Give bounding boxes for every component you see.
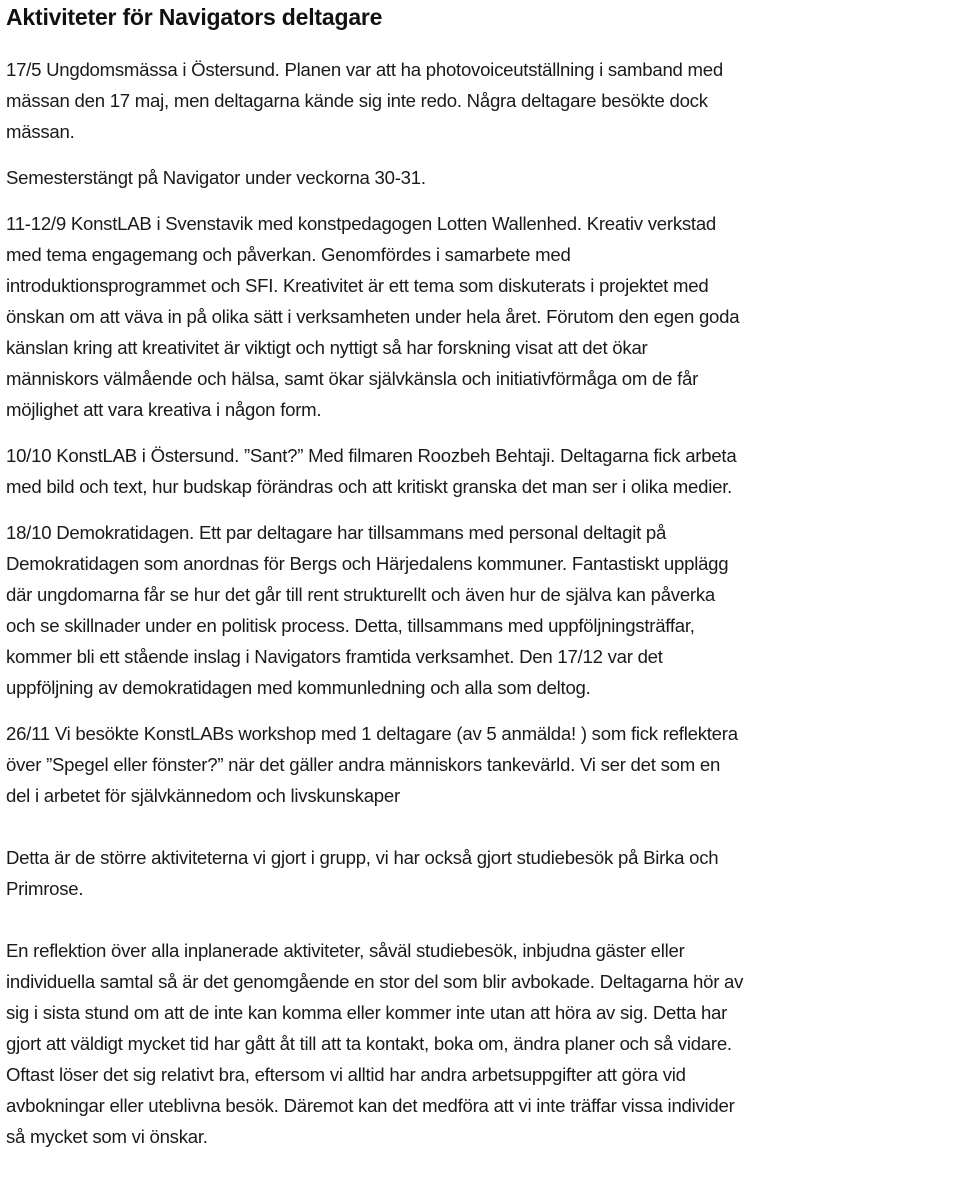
text-line: introduktionsprogrammet och SFI. Kreativitet är ett tema som diskuterats i projektet med (6, 275, 709, 296)
text-line: mässan. (6, 121, 75, 142)
text-line: sig i sista stund om att de inte kan komma eller kommer inte utan att höra av sig. Detta har (6, 1002, 728, 1023)
paragraph-summary (6, 842, 954, 904)
text-line: del i arbetet för självkännedom och livskunskaper (6, 785, 400, 806)
text-line: gjort att väldigt mycket tid har gått åt till att ta kontakt, boka om, ändra planer och så vidare. (6, 1033, 732, 1054)
text-line: En reflektion över alla inplanerade aktiviteter, såväl studiebesök, inbjudna gäster eller (6, 940, 685, 961)
text-line: uppföljning av demokratidagen med kommunledning och alla som deltog. (6, 677, 591, 698)
text-line: över ”Spegel eller fönster?” när det gäller andra människors tankevärld. Vi ser det som en (6, 754, 721, 775)
text-line: 26/11 Vi besökte KonstLABs workshop med 1 deltagare (av 5 anmälda! ) som fick reflektera (6, 723, 738, 744)
text-line: känslan kring att kreativitet är viktigt och nyttigt så har forskning visat att det ökar (6, 337, 648, 358)
text-line: Detta är de större aktiviteterna vi gjort i grupp, vi har också gjort studiebesök på Birka och (6, 847, 719, 868)
text-line: Semesterstängt på Navigator under veckorna 30-31. (6, 167, 426, 188)
text-line: så mycket som vi önskar. (6, 1126, 208, 1147)
text-line: där ungdomarna får se hur det går till rent strukturellt och även hur de själva kan påverka (6, 584, 715, 605)
paragraph-workshop (6, 718, 954, 811)
paragraph-ungdomsmassa (6, 54, 954, 147)
paragraph-konstlab-ostersund (6, 440, 954, 502)
paragraph-reflection (6, 935, 954, 1152)
text-line: mässan den 17 maj, men deltagarna kände sig inte redo. Några deltagare besökte dock (6, 90, 708, 111)
paragraph-demokratidagen (6, 517, 954, 703)
text-line: möjlighet att vara kreativa i någon form. (6, 399, 322, 420)
paragraph-konstlab-svenstavik (6, 208, 954, 425)
text-line: önskan om att väva in på olika sätt i verksamheten under hela året. Förutom den egen goda (6, 306, 740, 327)
text-line: individuella samtal så är det genomgående en stor del som blir avbokade. Deltagarna hör av (6, 971, 744, 992)
text-line: Primrose. (6, 878, 84, 899)
text-line: 18/10 Demokratidagen. Ett par deltagare har tillsammans med personal deltagit på (6, 522, 667, 543)
text-line: med tema engagemang och påverkan. Genomfördes i samarbete med (6, 244, 571, 265)
text-line: kommer bli ett stående inslag i Navigators framtida verksamhet. Den 17/12 var det (6, 646, 663, 667)
text-line: 11-12/9 KonstLAB i Svenstavik med konstpedagogen Lotten Wallenhed. Kreativ verkstad (6, 213, 717, 234)
document-title: Aktiviteter för Navigators deltagare (6, 4, 383, 30)
text-line: med bild och text, hur budskap förändras och att kritiskt granska det man ser i olika medier. (6, 476, 733, 497)
text-line: avbokningar eller uteblivna besök. Däremot kan det medföra att vi inte träffar vissa individer (6, 1095, 735, 1116)
document-page (6, 0, 954, 1152)
paragraph-semester (6, 162, 954, 193)
text-line: Oftast löser det sig relativt bra, eftersom vi alltid har andra arbetsuppgifter att göra vid (6, 1064, 686, 1085)
text-line: Demokratidagen som anordnas för Bergs och Härjedalens kommuner. Fantastiskt upplägg (6, 553, 729, 574)
text-line: 10/10 KonstLAB i Östersund. ”Sant?” Med filmaren Roozbeh Behtaji. Deltagarna fick arbeta (6, 445, 737, 466)
text-line: och se skillnader under en politisk process. Detta, tillsammans med uppföljningsträffar, (6, 615, 695, 636)
text-line: människors välmående och hälsa, samt ökar självkänsla och initiativförmåga om de får (6, 368, 699, 389)
text-line: 17/5 Ungdomsmässa i Östersund. Planen var att ha photovoiceutställning i samband med (6, 59, 723, 80)
